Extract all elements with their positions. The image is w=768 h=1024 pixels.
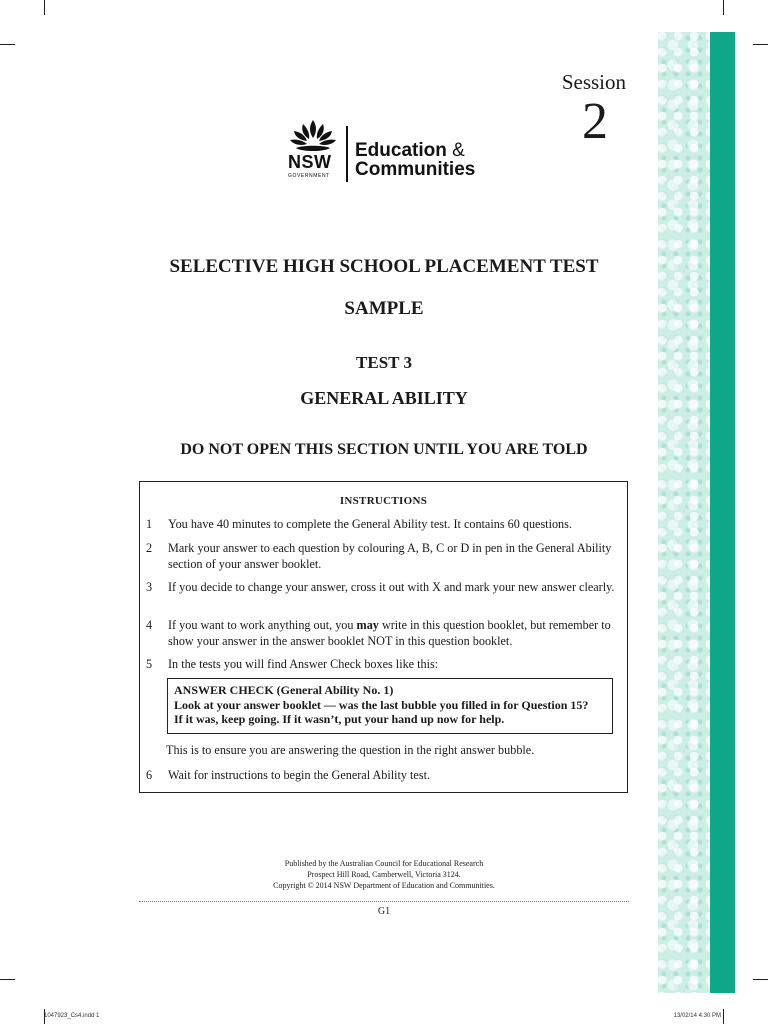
instruction-text-part: If you want to work anything out, you bbox=[168, 618, 357, 632]
logo-ampersand: & bbox=[446, 140, 465, 161]
decorative-color-band bbox=[710, 32, 735, 993]
publisher-info bbox=[139, 858, 629, 891]
instruction-text-emphasis: may bbox=[356, 618, 379, 632]
logo-title-line2: Communities bbox=[355, 159, 476, 180]
instruction-text: You have 40 minutes to complete the General Ability test. It contains 60 questions. bbox=[168, 517, 572, 531]
sample-heading: SAMPLE bbox=[344, 298, 424, 319]
answer-check-question: Look at your answer booklet — was the last bubble you filled in for Question 15? bbox=[174, 697, 589, 712]
instruction-text: If you decide to change your answer, cross it out with X and mark your new answer clearly. bbox=[168, 580, 615, 594]
publisher-line: Published by the Australian Council for Educational Research bbox=[284, 859, 484, 868]
waratah-icon bbox=[288, 118, 338, 156]
copyright-line: Copyright © 2014 NSW Department of Education and Communities. bbox=[273, 881, 495, 890]
nsw-wordmark: NSW bbox=[288, 152, 332, 172]
crop-mark bbox=[0, 979, 15, 980]
answer-check-note: This is to ensure you are answering the question in the right answer bubble. bbox=[166, 743, 535, 757]
instruction-item bbox=[146, 516, 616, 532]
print-slug-date: 13/02/14 4:30 PM bbox=[673, 1013, 721, 1019]
instruction-number: 2 bbox=[146, 541, 153, 555]
instruction-text: In the tests you will find Answer Check boxes like this: bbox=[168, 657, 439, 671]
answer-check-direction: If it was, keep going. If it wasn’t, put your hand up now for help. bbox=[174, 712, 505, 726]
session-number: 2 bbox=[582, 93, 608, 150]
crop-mark bbox=[723, 0, 724, 15]
instruction-number: 1 bbox=[146, 517, 153, 531]
footer-divider bbox=[139, 901, 629, 902]
test-subject-heading: GENERAL ABILITY bbox=[300, 388, 468, 408]
government-subtext: GOVERNMENT bbox=[288, 173, 330, 179]
instruction-text: Mark your answer to each question by colouring A, B, C or D in pen in the General Ability section of your answer booklet. bbox=[168, 541, 612, 571]
print-slug-file: 1047923_Cs4.indd 1 bbox=[44, 1013, 100, 1019]
do-not-open-warning: DO NOT OPEN THIS SECTION UNTIL YOU ARE TOLD bbox=[180, 441, 588, 458]
instruction-text bbox=[168, 617, 616, 649]
logo-divider bbox=[346, 126, 348, 182]
instruction-number: 4 bbox=[146, 618, 153, 632]
instruction-item bbox=[146, 617, 616, 649]
instructions-title: INSTRUCTIONS bbox=[339, 495, 428, 507]
page-identifier: G1 bbox=[377, 906, 391, 917]
instruction-number: 3 bbox=[146, 580, 153, 594]
test-number-heading: TEST 3 bbox=[356, 353, 412, 372]
crop-mark bbox=[44, 0, 45, 15]
publisher-address: Prospect Hill Road, Camberwell, Victoria 3124. bbox=[307, 870, 461, 879]
session-label: Session bbox=[561, 70, 626, 94]
decorative-pattern-band bbox=[658, 32, 710, 993]
instruction-item bbox=[146, 656, 616, 672]
instruction-item bbox=[146, 579, 616, 595]
crop-mark bbox=[753, 44, 768, 45]
instruction-item bbox=[146, 540, 616, 572]
crop-mark bbox=[753, 979, 768, 980]
instruction-number: 5 bbox=[146, 657, 153, 671]
instructions-box bbox=[139, 481, 628, 793]
instruction-text: Wait for instructions to begin the General Ability test. bbox=[168, 768, 431, 782]
instruction-item bbox=[146, 767, 616, 783]
crop-mark bbox=[0, 44, 15, 45]
answer-check-title: ANSWER CHECK (General Ability No. 1) bbox=[174, 683, 394, 697]
test-title: SELECTIVE HIGH SCHOOL PLACEMENT TEST bbox=[169, 256, 599, 277]
answer-check-box bbox=[167, 678, 613, 734]
logo-education: Education bbox=[355, 140, 447, 161]
instruction-number: 6 bbox=[146, 768, 153, 782]
instruction-text-part: write in this question booklet, but remember to show your answer in the answer booklet NOT in this question booklet. bbox=[168, 618, 611, 648]
crop-mark bbox=[723, 1009, 724, 1024]
